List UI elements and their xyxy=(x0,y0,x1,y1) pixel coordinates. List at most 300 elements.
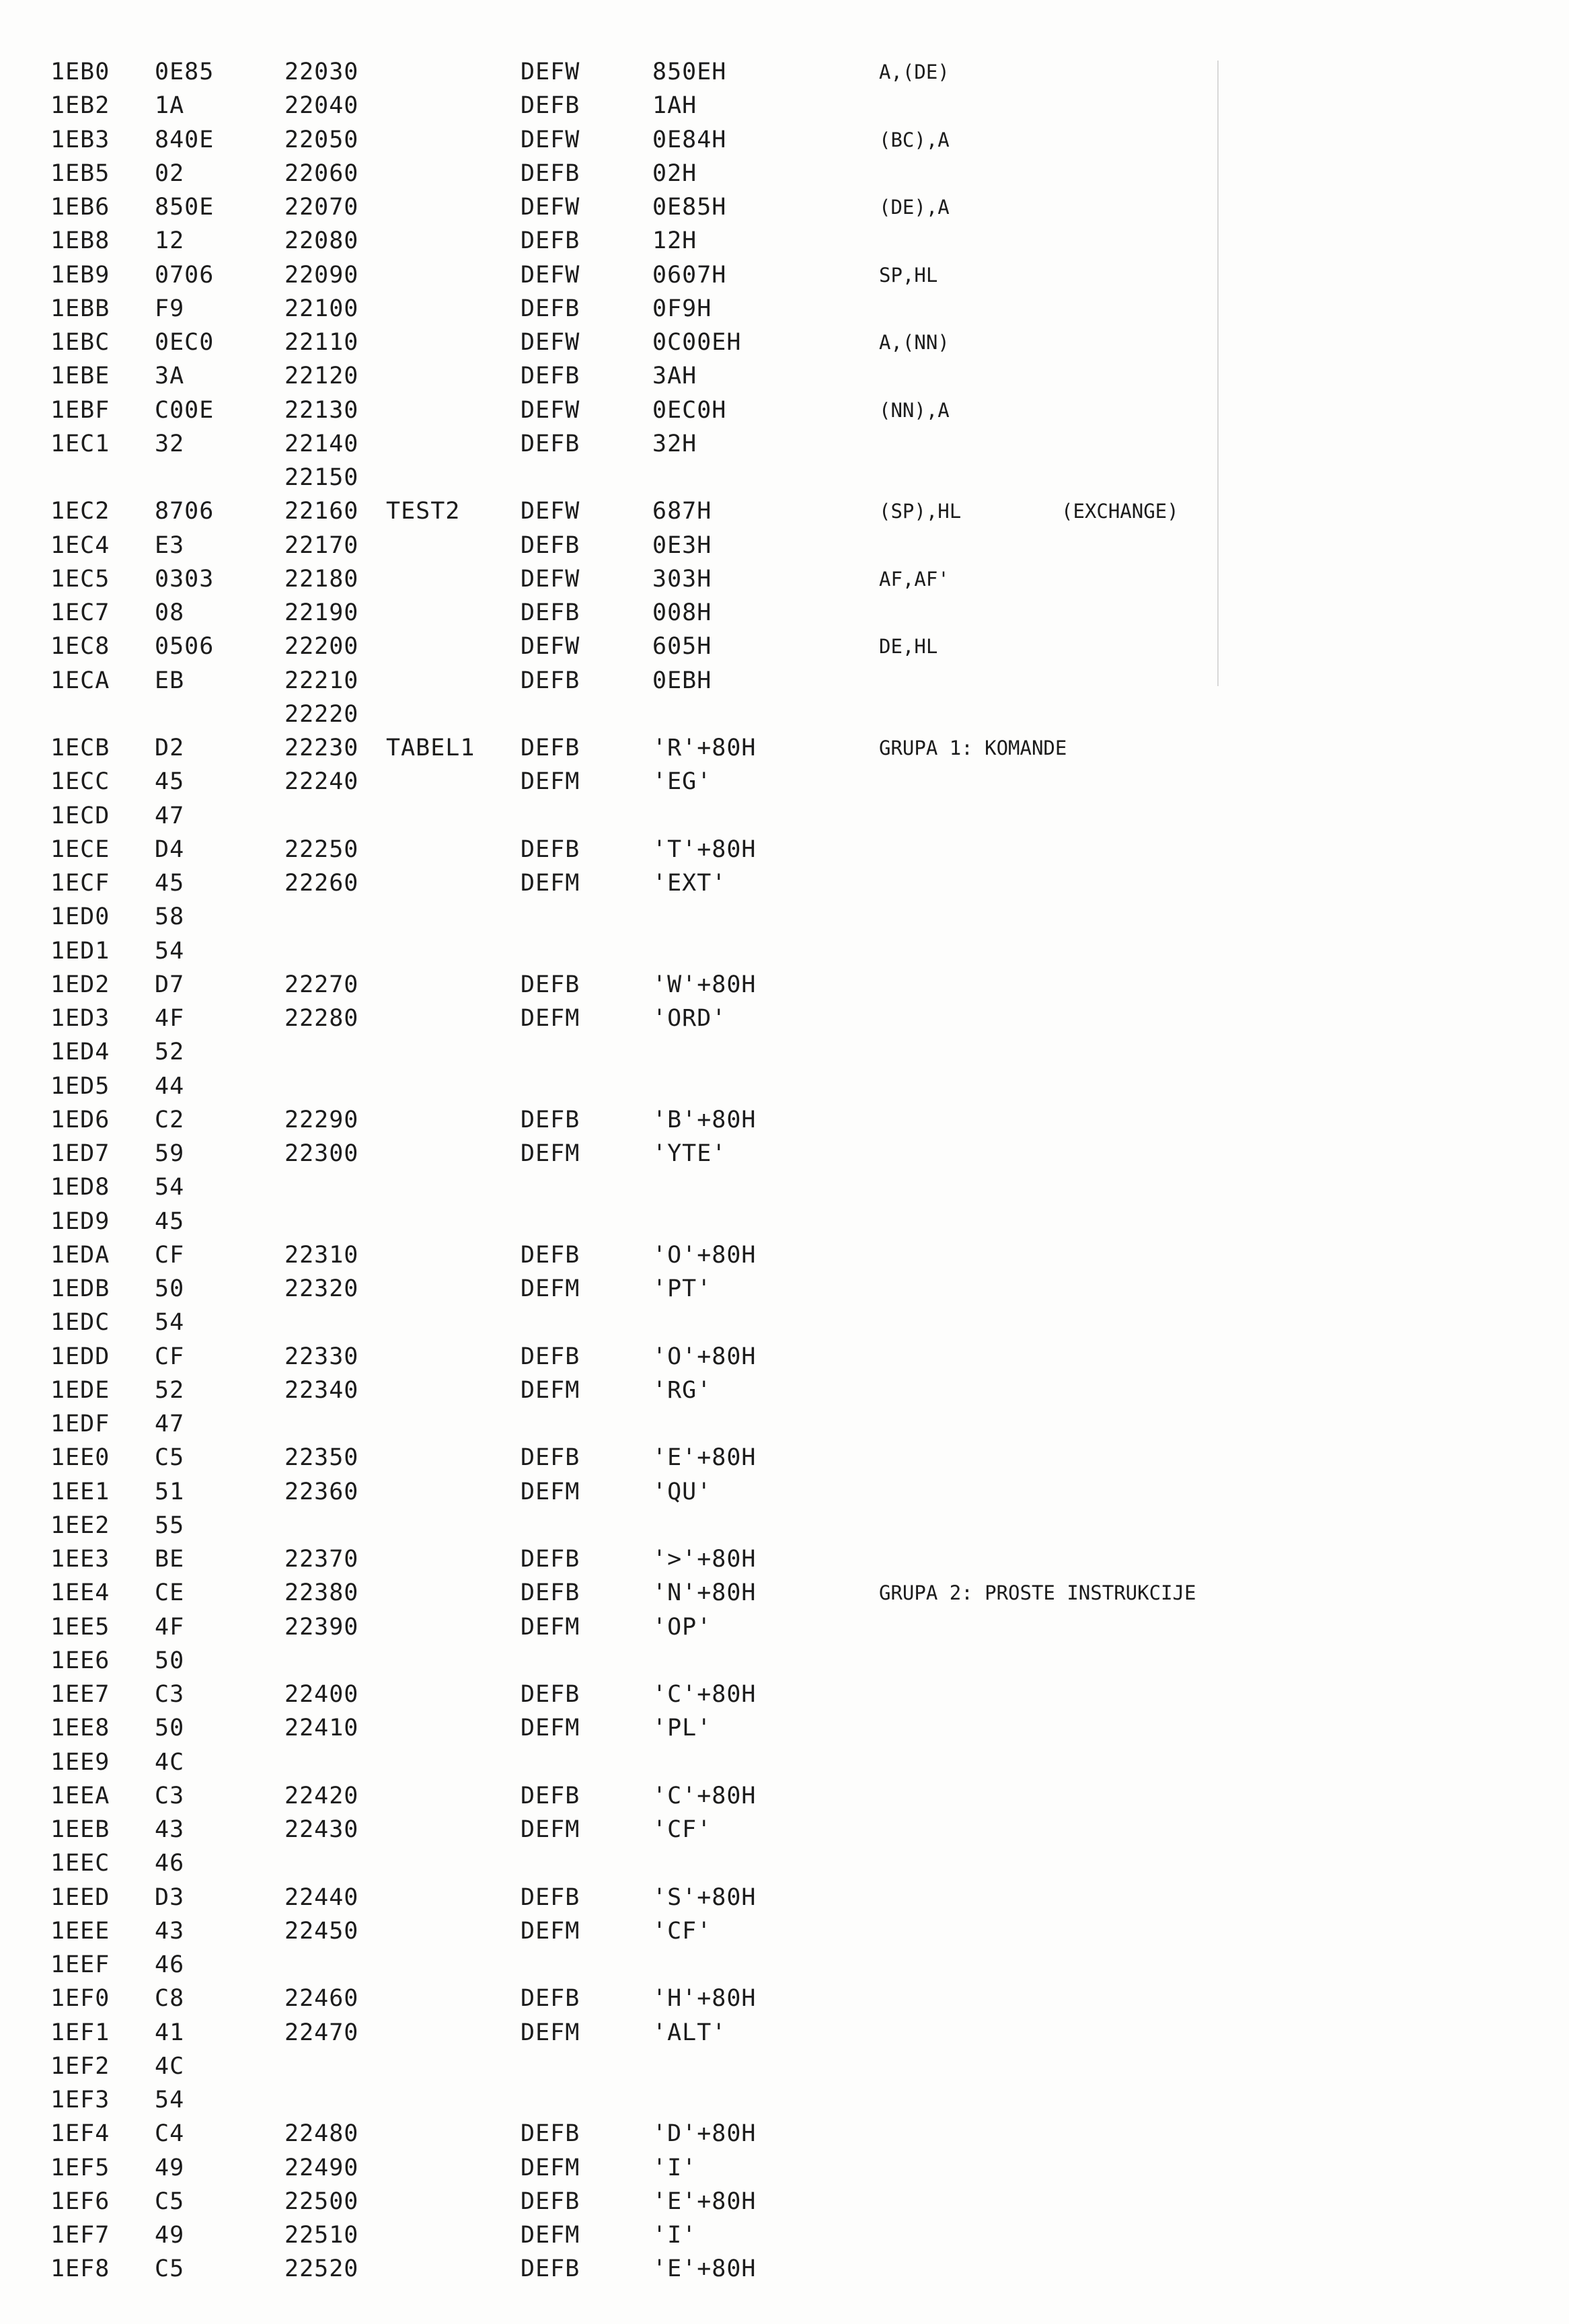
hex-bytes-cell: 45 xyxy=(155,768,185,796)
line-number-cell: 22130 xyxy=(284,396,359,424)
hex-bytes-cell: 43 xyxy=(155,1816,185,1843)
operand-cell: 'H'+80H xyxy=(652,1985,757,2013)
line-number-cell: 22060 xyxy=(284,159,359,187)
directive-cell: DEFB xyxy=(521,430,580,457)
hex-bytes-cell: E3 xyxy=(155,531,185,559)
hex-bytes-cell: 59 xyxy=(155,1140,185,1167)
hex-bytes-cell: 50 xyxy=(155,1275,185,1302)
listing-row xyxy=(0,494,1569,528)
hex-bytes-cell: 0506 xyxy=(155,633,215,661)
operand-cell: 'RG' xyxy=(652,1376,712,1404)
directive-cell: DEFM xyxy=(521,1005,580,1032)
operand-cell: 'CF' xyxy=(652,1816,712,1843)
line-number-cell: 22190 xyxy=(284,599,359,626)
hex-bytes-cell: 44 xyxy=(155,1072,185,1100)
line-number-cell: 22040 xyxy=(284,92,359,120)
hex-bytes-cell: 46 xyxy=(155,1951,185,1978)
directive-cell: DEFW xyxy=(521,194,580,221)
directive-cell: DEFB xyxy=(521,667,580,694)
hex-bytes-cell: C00E xyxy=(155,396,215,424)
address-cell: 1EDB xyxy=(50,1275,110,1302)
directive-cell: DEFB xyxy=(521,295,580,322)
hex-bytes-cell: BE xyxy=(155,1546,185,1573)
directive-cell: DEFB xyxy=(521,1241,580,1269)
address-cell: 1EC2 xyxy=(50,498,110,525)
hex-bytes-cell: 1A xyxy=(155,92,185,120)
hex-bytes-cell: C5 xyxy=(155,2187,185,2215)
listing-row xyxy=(0,89,1569,122)
address-cell: 1EE1 xyxy=(50,1478,110,1505)
hex-bytes-cell: 47 xyxy=(155,1411,185,1437)
line-number-cell: 22230 xyxy=(284,735,359,761)
line-number-cell: 22210 xyxy=(284,667,359,694)
listing-row xyxy=(0,799,1569,833)
listing-row xyxy=(0,1475,1569,1509)
address-cell: 1EB8 xyxy=(50,227,110,255)
listing-row xyxy=(0,55,1569,89)
hex-bytes-cell: 49 xyxy=(155,2154,185,2181)
hex-bytes-cell: C3 xyxy=(155,1681,185,1708)
address-cell: 1EB3 xyxy=(50,126,110,153)
label-cell: TEST2 xyxy=(386,498,461,525)
operand-cell: 303H xyxy=(652,565,712,593)
hex-bytes-cell: 51 xyxy=(155,1478,185,1505)
operand-cell: 'PL' xyxy=(652,1715,712,1742)
comment-cell: (BC),A xyxy=(879,128,950,151)
address-cell: 1EBE xyxy=(50,363,110,390)
line-number-cell: 22260 xyxy=(284,870,359,897)
operand-cell: '>'+80H xyxy=(652,1546,757,1573)
hex-bytes-cell: C2 xyxy=(155,1106,185,1133)
directive-cell: DEFM xyxy=(521,1376,580,1404)
operand-cell: 687H xyxy=(652,498,712,525)
address-cell: 1EE7 xyxy=(50,1681,110,1708)
address-cell: 1EB2 xyxy=(50,92,110,120)
address-cell: 1EDE xyxy=(50,1376,110,1404)
operand-cell: 0EBH xyxy=(652,667,712,694)
address-cell: 1EE5 xyxy=(50,1613,110,1641)
listing-row xyxy=(0,1542,1569,1576)
address-cell: 1EEF xyxy=(50,1951,110,1978)
operand-cell: 'W'+80H xyxy=(652,971,757,998)
address-cell: 1EB5 xyxy=(50,159,110,187)
directive-cell: DEFM xyxy=(521,1613,580,1641)
line-number-cell: 22380 xyxy=(284,1579,359,1607)
operand-cell: 850EH xyxy=(652,59,727,85)
hex-bytes-cell: 840E xyxy=(155,126,215,153)
address-cell: 1EEC xyxy=(50,1850,110,1877)
line-number-cell: 22150 xyxy=(284,464,359,491)
address-cell: 1ECD xyxy=(50,802,110,829)
line-number-cell: 22500 xyxy=(284,2187,359,2215)
line-number-cell: 22390 xyxy=(284,1613,359,1641)
address-cell: 1EE3 xyxy=(50,1546,110,1573)
listing-row xyxy=(0,731,1569,765)
operand-cell: 605H xyxy=(652,633,712,661)
hex-bytes-cell: 0706 xyxy=(155,261,215,289)
hex-bytes-cell: 50 xyxy=(155,1647,185,1674)
listing-row xyxy=(0,2218,1569,2252)
line-number-cell: 22520 xyxy=(284,2255,359,2283)
listing-row xyxy=(0,1746,1569,1779)
line-number-cell: 22410 xyxy=(284,1715,359,1742)
hex-bytes-cell: C8 xyxy=(155,1985,185,2013)
hex-bytes-cell: 47 xyxy=(155,802,185,829)
address-cell: 1EBC xyxy=(50,329,110,356)
directive-cell: DEFB xyxy=(521,1883,580,1911)
comment-cell: AF,AF' xyxy=(879,567,950,591)
hex-bytes-cell: CE xyxy=(155,1579,185,1607)
listing-row xyxy=(0,1272,1569,1306)
line-number-cell: 22240 xyxy=(284,768,359,796)
line-number-cell: 22220 xyxy=(284,700,359,728)
listing-row xyxy=(0,2151,1569,2185)
listing-row xyxy=(0,1982,1569,2015)
directive-cell: DEFM xyxy=(521,870,580,897)
address-cell: 1EF5 xyxy=(50,2154,110,2181)
address-cell: 1EDC xyxy=(50,1309,110,1337)
directive-cell: DEFB xyxy=(521,1782,580,1809)
hex-bytes-cell: 49 xyxy=(155,2222,185,2249)
operand-cell: 'N'+80H xyxy=(652,1579,757,1607)
listing-row xyxy=(0,393,1569,427)
address-cell: 1EF2 xyxy=(50,2052,110,2080)
operand-cell: 1AH xyxy=(652,92,697,120)
listing-row xyxy=(0,1813,1569,1846)
directive-cell: DEFB xyxy=(521,1579,580,1607)
line-number-cell: 22440 xyxy=(284,1883,359,1911)
operand-cell: 0E85H xyxy=(652,194,727,221)
hex-bytes-cell: 0E85 xyxy=(155,59,215,85)
address-cell: 1ED9 xyxy=(50,1207,110,1235)
address-cell: 1EE2 xyxy=(50,1511,110,1539)
directive-cell: DEFM xyxy=(521,1715,580,1742)
operand-cell: 'B'+80H xyxy=(652,1106,757,1133)
label-cell: TABEL1 xyxy=(386,735,475,761)
address-cell: 1ECA xyxy=(50,667,110,694)
directive-cell: DEFB xyxy=(521,2120,580,2148)
hex-bytes-cell: D7 xyxy=(155,971,185,998)
directive-cell: DEFB xyxy=(521,1444,580,1472)
hex-bytes-cell: 52 xyxy=(155,1376,185,1404)
listing-row xyxy=(0,1644,1569,1678)
operand-cell: 'E'+80H xyxy=(652,1444,757,1472)
listing-row xyxy=(0,190,1569,224)
listing-row xyxy=(0,123,1569,157)
directive-cell: DEFB xyxy=(521,363,580,390)
listing-row xyxy=(0,1509,1569,1542)
operand-cell: 0607H xyxy=(652,261,727,289)
operand-cell: 12H xyxy=(652,227,697,255)
listing-row xyxy=(0,1374,1569,1407)
operand-cell: 'C'+80H xyxy=(652,1782,757,1809)
directive-cell: DEFW xyxy=(521,498,580,525)
directive-cell: DEFW xyxy=(521,126,580,153)
line-number-cell: 22290 xyxy=(284,1106,359,1133)
address-cell: 1ED3 xyxy=(50,1005,110,1032)
operand-cell: 02H xyxy=(652,159,697,187)
address-cell: 1EC1 xyxy=(50,430,110,457)
operand-cell: 'ALT' xyxy=(652,2019,727,2046)
address-cell: 1EBF xyxy=(50,396,110,424)
address-cell: 1EF4 xyxy=(50,2120,110,2148)
listing-row xyxy=(0,2252,1569,2286)
address-cell: 1EE4 xyxy=(50,1579,110,1607)
line-number-cell: 22510 xyxy=(284,2222,359,2249)
hex-bytes-cell: C3 xyxy=(155,1782,185,1809)
hex-bytes-cell: 54 xyxy=(155,2087,185,2113)
line-number-cell: 22170 xyxy=(284,531,359,559)
hex-bytes-cell: C5 xyxy=(155,2255,185,2283)
directive-cell: DEFB xyxy=(521,1985,580,2013)
line-number-cell: 22490 xyxy=(284,2154,359,2181)
comment-cell: (NN),A xyxy=(879,398,950,422)
line-number-cell: 22120 xyxy=(284,363,359,390)
listing-row xyxy=(0,1881,1569,1914)
listing-row xyxy=(0,1846,1569,1880)
directive-cell: DEFW xyxy=(521,59,580,85)
line-number-cell: 22180 xyxy=(284,565,359,593)
operand-cell: 'I' xyxy=(652,2222,697,2249)
listing-row xyxy=(0,968,1569,1002)
hex-bytes-cell: 58 xyxy=(155,903,185,931)
address-cell: 1EF1 xyxy=(50,2019,110,2046)
address-cell: 1EEA xyxy=(50,1782,110,1809)
listing-row xyxy=(0,1711,1569,1745)
line-number-cell: 22280 xyxy=(284,1005,359,1032)
line-number-cell: 22430 xyxy=(284,1816,359,1843)
operand-cell: 'CF' xyxy=(652,1917,712,1945)
hex-bytes-cell: 3A xyxy=(155,363,185,390)
line-number-cell: 22250 xyxy=(284,835,359,863)
directive-cell: DEFB xyxy=(521,971,580,998)
directive-cell: DEFW xyxy=(521,261,580,289)
comment-cell: SP,HL xyxy=(879,263,938,287)
address-cell: 1ED2 xyxy=(50,971,110,998)
hex-bytes-cell: 50 xyxy=(155,1715,185,1742)
directive-cell: DEFB xyxy=(521,159,580,187)
hex-bytes-cell: D2 xyxy=(155,735,185,761)
hex-bytes-cell: C5 xyxy=(155,1444,185,1472)
line-number-cell: 22330 xyxy=(284,1343,359,1370)
line-number-cell: 22460 xyxy=(284,1985,359,2013)
directive-cell: DEFB xyxy=(521,1546,580,1573)
address-cell: 1EB0 xyxy=(50,59,110,85)
address-cell: 1EDA xyxy=(50,1241,110,1269)
operand-cell: 'I' xyxy=(652,2154,697,2181)
directive-cell: DEFB xyxy=(521,1106,580,1133)
hex-bytes-cell: 45 xyxy=(155,870,185,897)
hex-bytes-cell: 12 xyxy=(155,227,185,255)
hex-bytes-cell: 54 xyxy=(155,937,185,965)
hex-bytes-cell: 02 xyxy=(155,159,185,187)
hex-bytes-cell: 41 xyxy=(155,2019,185,2046)
listing-row xyxy=(0,1070,1569,1103)
operand-cell: 'E'+80H xyxy=(652,2255,757,2283)
line-number-cell: 22070 xyxy=(284,194,359,221)
listing-row xyxy=(0,1678,1569,1711)
address-cell: 1EF8 xyxy=(50,2255,110,2283)
operand-cell: 'O'+80H xyxy=(652,1241,757,1269)
listing-row xyxy=(0,1002,1569,1035)
listing-row xyxy=(0,1914,1569,1948)
comment-cell: A,(NN) xyxy=(879,331,950,354)
address-cell: 1EC4 xyxy=(50,531,110,559)
address-cell: 1ECB xyxy=(50,735,110,761)
comment-cell: DE,HL xyxy=(879,635,938,659)
hex-bytes-cell: 8706 xyxy=(155,498,215,525)
listing-row xyxy=(0,427,1569,461)
hex-bytes-cell: 32 xyxy=(155,430,185,457)
line-number-cell: 22310 xyxy=(284,1241,359,1269)
operand-cell: 'T'+80H xyxy=(652,835,757,863)
directive-cell: DEFW xyxy=(521,565,580,593)
operand-cell: 3AH xyxy=(652,363,697,390)
directive-cell: DEFB xyxy=(521,2255,580,2283)
hex-bytes-cell: 4C xyxy=(155,1748,185,1776)
address-cell: 1EC7 xyxy=(50,599,110,626)
line-number-cell: 22470 xyxy=(284,2019,359,2046)
hex-bytes-cell: 55 xyxy=(155,1511,185,1539)
line-number-cell: 22270 xyxy=(284,971,359,998)
address-cell: 1EDF xyxy=(50,1411,110,1437)
directive-cell: DEFM xyxy=(521,1917,580,1945)
line-number-cell: 22300 xyxy=(284,1140,359,1167)
line-number-cell: 22370 xyxy=(284,1546,359,1573)
listing-row xyxy=(0,1407,1569,1441)
listing-row xyxy=(0,1441,1569,1474)
operand-cell: 'D'+80H xyxy=(652,2120,757,2148)
listing-row xyxy=(0,2016,1569,2050)
comment-extra-cell: (EXCHANGE) xyxy=(1061,500,1179,523)
directive-cell: DEFB xyxy=(521,1343,580,1370)
hex-bytes-cell: 08 xyxy=(155,599,185,626)
address-cell: 1ECE xyxy=(50,835,110,863)
hex-bytes-cell: 4F xyxy=(155,1613,185,1641)
directive-cell: DEFB xyxy=(521,599,580,626)
directive-cell: DEFM xyxy=(521,1478,580,1505)
line-number-cell: 22480 xyxy=(284,2120,359,2148)
line-number-cell: 22400 xyxy=(284,1681,359,1708)
line-number-cell: 22350 xyxy=(284,1444,359,1472)
directive-cell: DEFW xyxy=(521,633,580,661)
line-number-cell: 22140 xyxy=(284,430,359,457)
address-cell: 1ECF xyxy=(50,870,110,897)
directive-cell: DEFM xyxy=(521,1140,580,1167)
listing-row xyxy=(0,698,1569,731)
address-cell: 1EF7 xyxy=(50,2222,110,2249)
operand-cell: 32H xyxy=(652,430,697,457)
address-cell: 1ED6 xyxy=(50,1106,110,1133)
directive-cell: DEFM xyxy=(521,1275,580,1302)
listing-row xyxy=(0,2117,1569,2150)
hex-bytes-cell: F9 xyxy=(155,295,185,322)
address-cell: 1EC8 xyxy=(50,633,110,661)
line-number-cell: 22340 xyxy=(284,1376,359,1404)
address-cell: 1ED1 xyxy=(50,937,110,965)
operand-cell: 'EG' xyxy=(652,768,712,796)
line-number-cell: 22100 xyxy=(284,295,359,322)
directive-cell: DEFM xyxy=(521,1816,580,1843)
address-cell: 1ED5 xyxy=(50,1072,110,1100)
address-cell: 1ED7 xyxy=(50,1140,110,1167)
line-number-cell: 22110 xyxy=(284,329,359,356)
operand-cell: 'O'+80H xyxy=(652,1343,757,1370)
line-number-cell: 22420 xyxy=(284,1782,359,1809)
listing-row xyxy=(0,1779,1569,1813)
operand-cell: 'S'+80H xyxy=(652,1883,757,1911)
address-cell: 1EB9 xyxy=(50,261,110,289)
operand-cell: 0E3H xyxy=(652,531,712,559)
operand-cell: 'YTE' xyxy=(652,1140,727,1167)
listing-row xyxy=(0,664,1569,698)
listing-row xyxy=(0,1205,1569,1238)
listing-row xyxy=(0,1170,1569,1204)
address-cell: 1ED4 xyxy=(50,1039,110,1066)
address-cell: 1EF3 xyxy=(50,2087,110,2113)
address-cell: 1EEE xyxy=(50,1917,110,1945)
hex-bytes-cell: 54 xyxy=(155,1174,185,1201)
comment-cell: (DE),A xyxy=(879,196,950,219)
comment-cell: GRUPA 1: KOMANDE xyxy=(879,737,1067,759)
line-number-cell: 22160 xyxy=(284,498,359,525)
hex-bytes-cell: 52 xyxy=(155,1039,185,1066)
address-cell: 1ECC xyxy=(50,768,110,796)
line-number-cell: 22450 xyxy=(284,1917,359,1945)
listing-row xyxy=(0,326,1569,359)
listing-row xyxy=(0,1610,1569,1644)
line-number-cell: 22200 xyxy=(284,633,359,661)
line-number-cell: 22050 xyxy=(284,126,359,153)
operand-cell: 'ORD' xyxy=(652,1005,727,1032)
hex-bytes-cell: 45 xyxy=(155,1207,185,1235)
operand-cell: 0C00EH xyxy=(652,329,742,356)
address-cell: 1EE9 xyxy=(50,1748,110,1776)
operand-cell: 'PT' xyxy=(652,1275,712,1302)
address-cell: 1EBB xyxy=(50,295,110,322)
directive-cell: DEFW xyxy=(521,329,580,356)
directive-cell: DEFW xyxy=(521,396,580,424)
hex-bytes-cell: 43 xyxy=(155,1917,185,1945)
address-cell: 1EED xyxy=(50,1883,110,1911)
listing-row xyxy=(0,258,1569,292)
address-cell: 1EF0 xyxy=(50,1985,110,2013)
operand-cell: 'E'+80H xyxy=(652,2187,757,2215)
listing-row xyxy=(0,2050,1569,2083)
address-cell: 1EEB xyxy=(50,1816,110,1843)
listing-row xyxy=(0,1340,1569,1374)
address-cell: 1EE8 xyxy=(50,1715,110,1742)
line-number-cell: 22360 xyxy=(284,1478,359,1505)
operand-cell: 'EXT' xyxy=(652,870,727,897)
listing-row xyxy=(0,1137,1569,1170)
listing-row xyxy=(0,934,1569,968)
directive-cell: DEFB xyxy=(521,1681,580,1708)
listing-row xyxy=(0,529,1569,562)
listing-row xyxy=(0,900,1569,934)
hex-bytes-cell: D4 xyxy=(155,835,185,863)
operand-cell: 0E84H xyxy=(652,126,727,153)
listing-row xyxy=(0,866,1569,900)
hex-bytes-cell: D3 xyxy=(155,1883,185,1911)
operand-cell: 008H xyxy=(652,599,712,626)
listing-row xyxy=(0,596,1569,630)
directive-cell: DEFB xyxy=(521,92,580,120)
address-cell: 1EE0 xyxy=(50,1444,110,1472)
listing-row xyxy=(0,157,1569,190)
directive-cell: DEFB xyxy=(521,2187,580,2215)
address-cell: 1EE6 xyxy=(50,1647,110,1674)
